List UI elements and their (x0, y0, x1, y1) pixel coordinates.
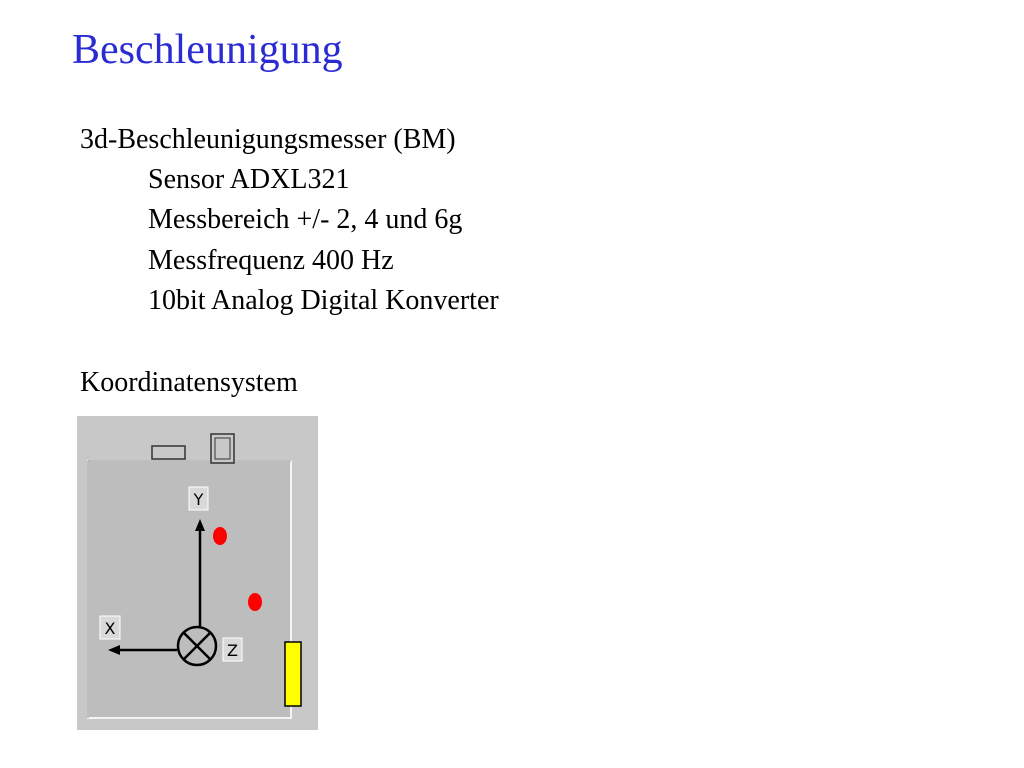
sensor-spec-item: Messfrequenz 400 Hz (148, 245, 394, 276)
sensor-spec-item: 10bit Analog Digital Konverter (148, 285, 499, 316)
red-marker (248, 593, 262, 611)
y-axis-label: Y (193, 490, 204, 509)
z-axis-label: Z (227, 641, 238, 660)
coordinate-system-diagram (77, 416, 318, 730)
red-marker (213, 527, 227, 545)
page-title: Beschleunigung (72, 27, 343, 73)
sensor-heading: 3d-Beschleunigungsmesser (BM) (80, 124, 456, 155)
sensor-spec-item: Sensor ADXL321 (148, 164, 350, 195)
sensor-spec-item: Messbereich +/- 2, 4 und 6g (148, 204, 463, 235)
yellow-connector (285, 642, 301, 706)
coordinate-system-figure (77, 416, 318, 730)
x-axis-label: X (104, 619, 116, 638)
slot-rectangle-icon (152, 446, 185, 459)
section-heading: Koordinatensystem (80, 367, 298, 398)
